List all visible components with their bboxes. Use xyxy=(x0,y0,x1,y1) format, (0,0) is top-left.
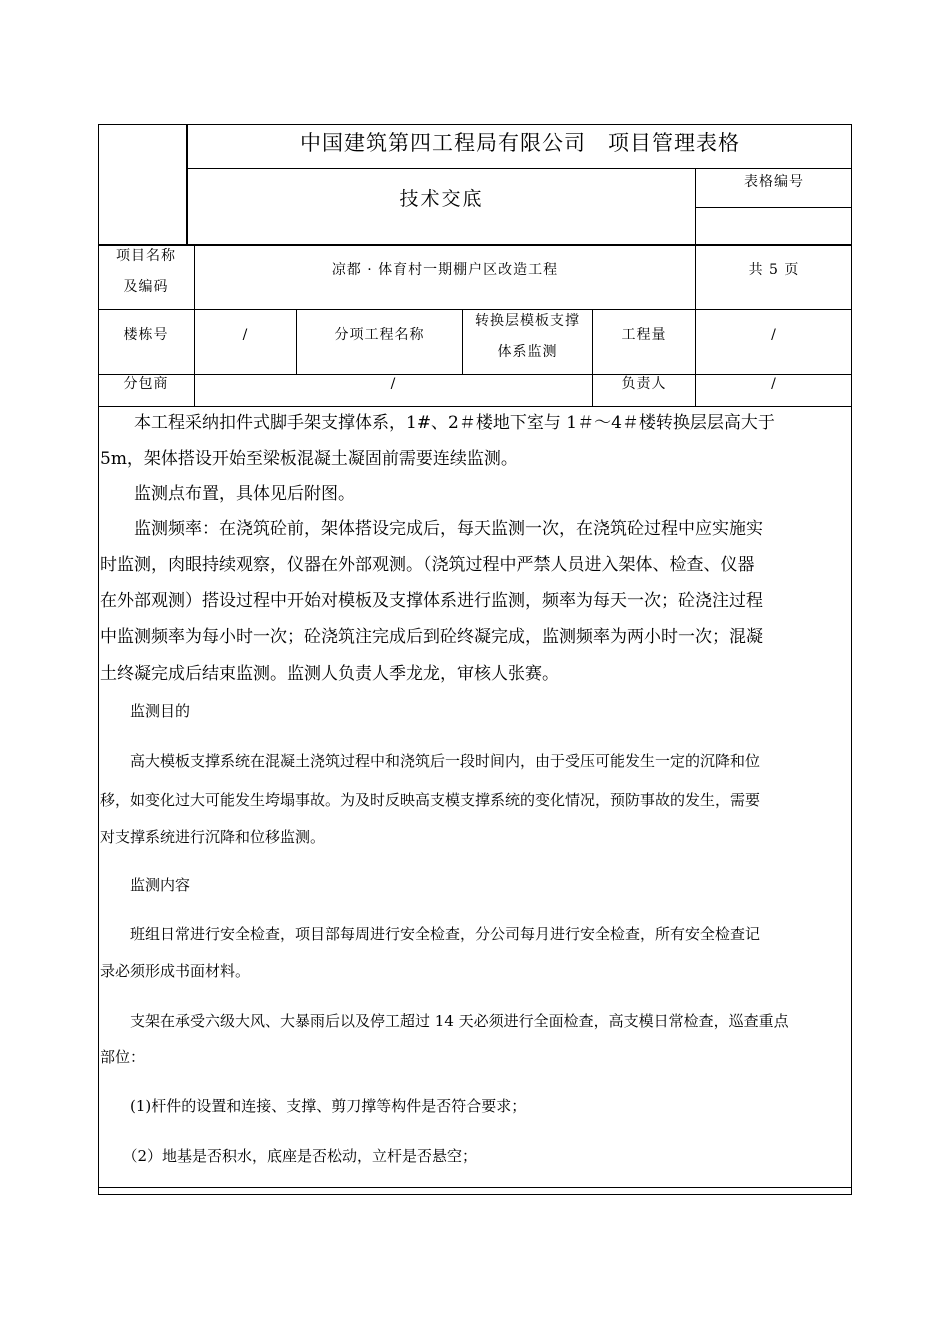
section-heading: 监测目的 xyxy=(100,702,191,720)
subcontractor-value: / xyxy=(390,376,397,392)
grid-line xyxy=(186,168,852,169)
content-line: 监测频率：在浇筑砼前，架体搭设完成后，每天监测一次，在浇筑砼过程中应实施实 xyxy=(100,519,763,539)
content-line: 支架在承受六级大风、大暴雨后以及停工超过 14 天必须进行全面检查，高支模日常检查，巡查重点 xyxy=(100,1012,789,1030)
responsible-value: / xyxy=(771,376,777,392)
content-line: 中监测频率为每小时一次；砼浇筑注完成后到砼终凝完成，监测频率为两小时一次；混凝 xyxy=(100,627,763,647)
content-line: 土终凝完成后结束监测。监测人负责人季龙龙，审核人张赛。 xyxy=(100,664,559,684)
quantity-value: / xyxy=(771,327,777,343)
subcontractor-label: 分包商 xyxy=(123,376,169,392)
grid-line xyxy=(695,207,852,208)
building-value: / xyxy=(242,327,249,343)
content-line: 高大模板支撑系统在混凝土浇筑过程中和浇筑后一段时间内，由于受压可能发生一定的沉降和位 xyxy=(100,752,761,770)
project-name-value: 凉都 · 体育村一期棚户区改造工程 xyxy=(331,262,559,278)
content-line: 移，如变化过大可能发生垮塌事故。为及时反映高支模支撑系统的变化情况，预防事故的发生，需要 xyxy=(100,791,761,809)
content-line: 部位： xyxy=(100,1048,146,1066)
page-count: 共 5 页 xyxy=(748,262,800,278)
grid-line xyxy=(98,244,852,246)
list-item: （2）地基是否积水，底座是否松动，立杆是否悬空； xyxy=(100,1147,478,1165)
section-heading: 监测内容 xyxy=(100,876,191,894)
doc-type-title: 技术交底 xyxy=(399,188,484,210)
quantity-label: 工程量 xyxy=(621,327,667,343)
subitem-value-line1: 转换层模板支撑 xyxy=(475,313,580,329)
content-line: 对支撑系统进行沉降和位移监测。 xyxy=(100,828,326,846)
responsible-label: 负责人 xyxy=(621,376,667,392)
content-line: 监测点布置，具体见后附图。 xyxy=(100,484,355,504)
content-line: 在外部观测）搭设过程中开始对模板及支撑体系进行监测，频率为每天一次；砼浇注过程 xyxy=(100,591,763,611)
list-item: (1)杆件的设置和连接、支撑、剪刀撑等构件是否符合要求； xyxy=(100,1097,527,1115)
company-title: 中国建筑第四工程局有限公司 项目管理表格 xyxy=(300,131,740,155)
content-line: 班组日常进行安全检查，项目部每周进行安全检查，分公司每月进行安全检查，所有安全检查记 xyxy=(100,925,761,943)
building-label: 楼栋号 xyxy=(123,327,169,343)
content-line: 本工程采纳扣件式脚手架支撑体系，1#、2＃楼地下室与 1＃～4＃楼转换层层高大于 xyxy=(100,413,775,433)
subitem-label: 分项工程名称 xyxy=(334,327,425,343)
grid-line xyxy=(98,1187,852,1188)
content-line: 录必须形成书面材料。 xyxy=(100,962,251,980)
content-line: 时监测，肉眼持续观察，仪器在外部观测。（浇筑过程中严禁人员进入架体、检查、仪器 xyxy=(100,555,755,575)
content-line: 5m，架体搭设开始至梁板混凝土凝固前需要连续监测。 xyxy=(100,449,518,469)
grid-line xyxy=(98,309,852,310)
form-no-label: 表格编号 xyxy=(744,174,804,190)
subitem-value-line2: 体系监测 xyxy=(497,344,558,360)
project-name-label: 项目名称 xyxy=(116,248,176,264)
project-code-label: 及编码 xyxy=(123,279,169,295)
